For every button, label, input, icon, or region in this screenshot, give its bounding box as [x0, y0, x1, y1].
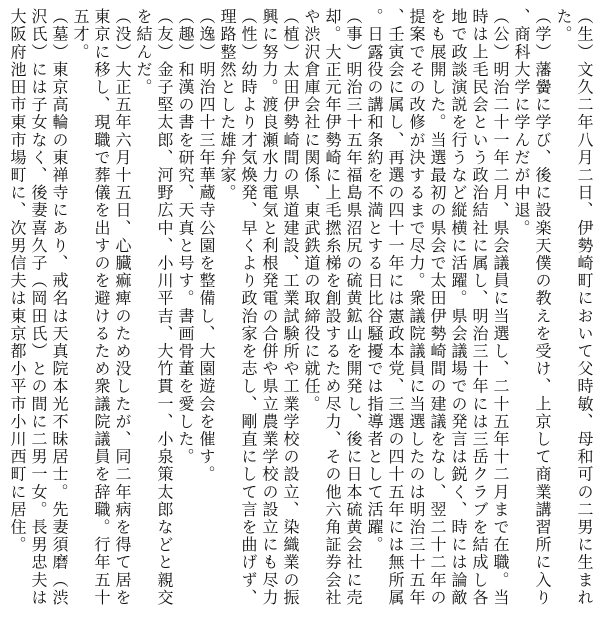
paragraph-hobbies: （趣）和漢の書を研究、天真と号す。書画骨董を愛した。	[176, 8, 195, 466]
paragraph-friends: （友）金子堅太郎、河野広中、小川平吉、大竹貫一、小泉策太郎などと親交を結んだ。	[134, 8, 174, 607]
paragraph-grave-family: （墓）東京高輪の東禅寺にあり、戒名は天真院本光不昧居士。先妻須磨（渋沢氏）には子女なく、後妻喜久子（岡田氏）との間に二男一女。長男忠夫は大阪府池田市東市場町に、次男信夫は東京都小平市小川西町に居住。	[8, 8, 69, 607]
paragraph-character: （性）幼時より才気煥発、早くより政治家を志し、剛直にして言を曲げず、理路整然とした雄弁家。	[218, 8, 258, 607]
vertical-text-body	[7, 8, 595, 614]
paragraph-business: （事）明治三十五年福島県沼尻の硫黄鉱山を開発し、後に日本硫黄会社に売却。大正元年伊勢崎に上毛撚糸梯を創設するため尽力、その他六角証券会社や渋沢倉庫会社に関係、東武鉄道の取締役に就任。	[302, 8, 363, 607]
paragraph-anecdote: （逸）明治四十三年華蔵寺公園を整備し、大園遊会を催す。	[197, 8, 216, 484]
paragraph-achievements: （植）太田伊勢崎間の県道建設、工業試験所や工業学校の設立、染織業の振興に努力。渡良瀬水力電気と利根発電の合併や県立農業学校の設立にも尽力	[260, 8, 300, 607]
paragraph-death: （没）大正五年六月十五日、心臓痲痺のため没したが、同二年病を得て居を東京に移し、現職で葬儀を出すのを避けるため衆議院議員を辞職。行年五十五才。	[71, 8, 132, 607]
paragraph-birth: （生）文久二年八月二日、伊勢崎町において父時敏、母和可の二男に生まれた。	[554, 8, 594, 607]
paragraph-public-career: （公）明治二十一年二月、県会議員に当選し、二十五年十二月まで在職。当時は上毛民会という政治結社に属し、明治三十年には三岳クラブを結成し各地で政談演説を行うなど縦横に活躍。県会議場での発言は鋭く、時には論敵をも展開した。当選最初の県会で太田伊勢崎間の建議をなし、翌二十二年の提案でその改修が決するまで尽力。衆議院議員に当選したのは明治三十五年、壬寅会に属し、再選の四十一年には憲政本党、三選の四十五年には無所属。日露役の講和条約を不満とする日比谷騒擾では指導者として活躍。	[365, 8, 510, 607]
paragraph-education: （学）藩黌に学び、後に設楽天僕の教えを受け、上京して商業講習所に入り、商科大学に学んだが中退。	[512, 8, 552, 607]
